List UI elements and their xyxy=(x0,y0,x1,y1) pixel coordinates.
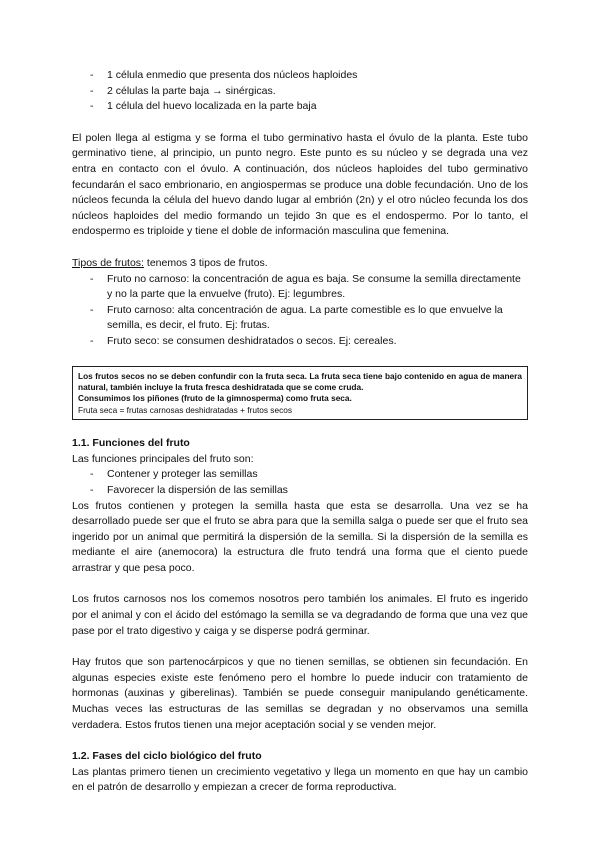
section-title: 1.2. Fases del ciclo biológico del fruto xyxy=(72,750,262,763)
list-item: - Favorecer la dispersión de las semillas xyxy=(90,483,528,499)
polen-paragraph: El polen llega al estigma y se forma el tubo germinativo hasta el óvulo de la planta. Este tubo germinativo tiene, al principio, un punto negro. Este punto es su núcleo y se degrada una vez entra en contacto con el óvulo. A continuación, dos núcleos haploides del tubo germinativo fecundarán el saco embrionario, en angiospermas se produce una doble fecundación. Uno de los núcleos fecunda la célula del huevo dando lugar al embrión (2n) y el otro núcleo fecunda los dos núcleos haploides del medio formando un tejido 3n que es el endospermo. Por lo tanto, el endospermo es triploide y tiene el doble de información masculina que femenina. xyxy=(72,131,528,238)
list-item: - 1 célula enmedio que presenta dos núcleos haploides xyxy=(90,68,528,84)
list-item: - 2 células la parte baja → sinérgicas. xyxy=(90,84,528,100)
section-title: 1.1. Funciones del fruto xyxy=(72,437,190,450)
tipos-label: Tipos de frutos: xyxy=(72,256,144,269)
list-item: - Contener y proteger las semillas xyxy=(90,467,528,483)
paragraph: Las plantas primero tienen un crecimiento vegetativo y llega un momento en que hay un cambio en el patrón de desarrollo y empiezan a crecer de forma reproductiva. xyxy=(72,765,528,794)
section-intro: Las funciones principales del fruto son: xyxy=(72,452,254,465)
note-box xyxy=(72,366,528,421)
list-item: - Fruto seco: se consumen deshidratados o secos. Ej: cereales. xyxy=(90,334,528,350)
list-item: - 1 célula del huevo localizada en la parte baja xyxy=(90,99,528,115)
paragraph: Hay frutos que son partenocárpicos y que no tienen semillas, se obtienen sin fecundación. En algunas especies existe este fenómeno pero el hombre lo puede inducir con tratamiento de hormonas (auxinas y giberelinas). También se puede conseguir manipulando genéticamente. Muchas veces las estructuras de las semillas se degradan y no observamos una semilla verdadera. Estos frutos tienen una mejor aceptación social y se venden mejor. xyxy=(72,656,528,731)
tipos-list xyxy=(72,272,528,350)
document-page xyxy=(72,68,528,796)
note-line: Fruta seca = frutas carnosas deshidratadas + frutos secos xyxy=(78,404,292,415)
note-line: Consumimos los piñones (fruto de la gimnosperma) como fruta seca. xyxy=(78,393,352,404)
note-line: Los frutos secos no se deben confundir con la fruta seca. La fruta seca tiene bajo contenido en agua de manera natural, también incluye la fruta fresca deshidratada que se come cruda. xyxy=(78,370,522,392)
list-item: - Fruto no carnoso: la concentración de agua es baja. Se consume la semilla directamente y no la parte que la envuelve (fruto). Ej: legumbres. xyxy=(90,272,528,303)
paragraph: Los frutos contienen y protegen la semilla hasta que esta se desarrolla. Una vez se ha desarrollado puede ser que el fruto se abra para que la semilla salga o puede ser que el fruto sea ingerido por un animal que permitirá la dispersión de la semilla. Si la dispersión de la semilla es mediante el aire (anemocora) la estructura dle fruto tendrá una forma que el ciento puede arrastrar y que pesa poco. xyxy=(72,499,528,574)
list-item: - Fruto carnoso: alta concentración de agua. La parte comestible es lo que envuelve la semilla, es decir, el fruto. Ej: frutas. xyxy=(90,303,528,334)
funciones-list xyxy=(72,467,528,498)
paragraph: Los frutos carnosos nos los comemos nosotros pero también los animales. El fruto es ingerido por el animal y con el ácido del estómago la semilla se va degradando de forma que una vez que pase por el trato digestivo y caiga y se disperse podrá germinar. xyxy=(72,593,528,637)
tipos-intro xyxy=(72,256,528,272)
tipos-text: tenemos 3 tipos de frutos. xyxy=(143,256,268,269)
intro-list xyxy=(72,68,528,115)
